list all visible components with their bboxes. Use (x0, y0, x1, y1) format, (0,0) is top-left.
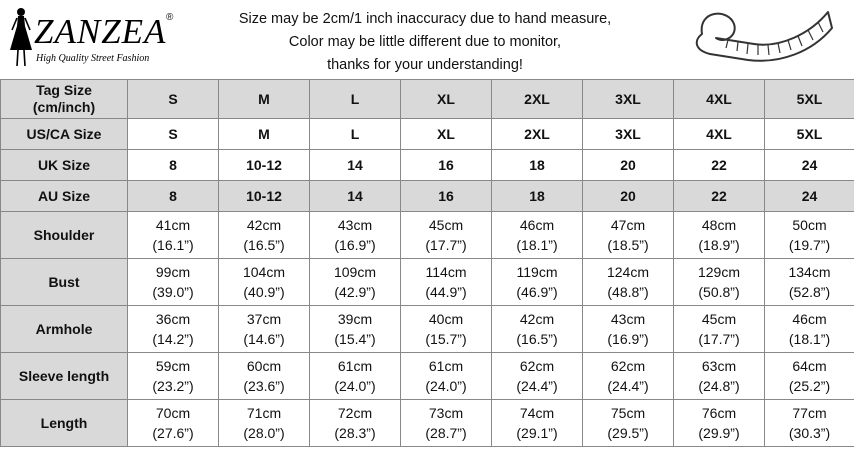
cm-value: 60cm (246, 358, 282, 374)
measurement-row (1, 306, 854, 353)
measurement-cell (583, 259, 674, 306)
row-label-line: Tag Size (36, 82, 92, 98)
inch-value: (24.0”) (425, 378, 467, 394)
cm-value: 43cm (610, 311, 646, 327)
brand-tagline: High Quality Street Fashion (36, 53, 150, 64)
inch-value: (28.7”) (425, 425, 467, 441)
row-label: Sleeve length (1, 353, 128, 400)
inch-value: (17.7”) (698, 331, 740, 347)
size-cell: 2XL (492, 80, 583, 119)
measurement-cell (765, 259, 854, 306)
inch-value: (29.5”) (607, 425, 649, 441)
inch-value: (46.9”) (516, 284, 558, 300)
measuring-tape-icon (688, 4, 836, 74)
size-row (1, 119, 854, 150)
inch-value: (48.8”) (607, 284, 649, 300)
measurement-cell (128, 353, 219, 400)
inch-value: (42.9”) (334, 284, 376, 300)
inch-value: (29.1”) (516, 425, 558, 441)
inch-value: (17.7”) (425, 237, 467, 253)
row-label: Shoulder (1, 212, 128, 259)
cm-value: 46cm (519, 217, 555, 233)
inch-value: (16.5”) (243, 237, 285, 253)
size-cell: XL (401, 119, 492, 150)
inch-value: (30.3”) (788, 425, 831, 441)
inch-value: (28.3”) (334, 425, 376, 441)
cm-value: 36cm (155, 311, 191, 327)
cm-value: 70cm (155, 405, 191, 421)
cm-value: 41cm (155, 217, 191, 233)
measurement-rows (1, 212, 854, 447)
measurement-cell (492, 353, 583, 400)
size-cell: 4XL (674, 119, 765, 150)
cm-value: 42cm (246, 217, 282, 233)
measurement-row (1, 353, 854, 400)
cm-value: 39cm (337, 311, 373, 327)
inch-value: (24.4”) (516, 378, 558, 394)
measurement-cell (128, 212, 219, 259)
measurement-cell (583, 353, 674, 400)
size-cell: 2XL (492, 119, 583, 150)
measurement-cell (583, 400, 674, 447)
cm-value: 43cm (337, 217, 373, 233)
measurement-cell (219, 306, 310, 353)
cm-value: 64cm (792, 358, 827, 374)
cm-value: 45cm (701, 311, 737, 327)
cm-value: 42cm (519, 311, 555, 327)
row-label: US/CA Size (1, 119, 128, 150)
measurement-cell (765, 353, 854, 400)
inch-value: (44.9”) (425, 284, 467, 300)
measurement-cell (310, 400, 401, 447)
row-label: Length (1, 400, 128, 447)
cm-value: 77cm (792, 405, 827, 421)
inch-value: (50.8”) (698, 284, 740, 300)
dress-figure-icon (6, 6, 36, 68)
inch-value: (14.2”) (152, 331, 194, 347)
measurement-cell (401, 212, 492, 259)
cm-value: 134cm (788, 264, 831, 280)
measurement-cell (219, 400, 310, 447)
size-cell: M (219, 80, 310, 119)
measurement-notice (200, 8, 650, 77)
inch-value: (16.9”) (607, 331, 649, 347)
size-chart-table (0, 79, 854, 447)
inch-value: (14.6”) (243, 331, 285, 347)
cm-value: 99cm (155, 264, 191, 280)
row-label: UK Size (1, 150, 128, 181)
measurement-cell (674, 400, 765, 447)
cm-value: 48cm (701, 217, 737, 233)
inch-value: (15.7”) (425, 331, 467, 347)
size-cell: 24 (765, 150, 854, 181)
measurement-cell (128, 259, 219, 306)
cm-value: 45cm (428, 217, 464, 233)
measurement-row (1, 259, 854, 306)
cm-value: 46cm (792, 311, 827, 327)
size-cell: 3XL (583, 119, 674, 150)
cm-value: 72cm (337, 405, 373, 421)
cm-value: 63cm (701, 358, 737, 374)
measurement-cell (765, 212, 854, 259)
size-cell: 22 (674, 150, 765, 181)
size-cell: 16 (401, 150, 492, 181)
inch-value: (18.5”) (607, 237, 649, 253)
size-cell: 10-12 (219, 150, 310, 181)
size-cell: M (219, 119, 310, 150)
size-cell: S (128, 80, 219, 119)
inch-value: (25.2”) (788, 378, 831, 394)
inch-value: (18.9”) (698, 237, 740, 253)
inch-value: (18.1”) (516, 237, 558, 253)
inch-value: (16.9”) (334, 237, 376, 253)
notice-line: thanks for your understanding! (327, 57, 523, 73)
measurement-cell (310, 306, 401, 353)
size-cell: 16 (401, 181, 492, 212)
registered-mark: ® (166, 12, 174, 23)
size-row (1, 150, 854, 181)
measurement-cell (401, 259, 492, 306)
size-row (1, 181, 854, 212)
row-label: Armhole (1, 306, 128, 353)
inch-value: (39.0”) (152, 284, 194, 300)
inch-value: (27.6”) (152, 425, 194, 441)
size-cell: 8 (128, 150, 219, 181)
cm-value: 109cm (333, 264, 377, 280)
size-rows (1, 80, 854, 212)
size-cell: 3XL (583, 80, 674, 119)
size-cell: L (310, 80, 401, 119)
brand-logo (6, 6, 178, 68)
size-cell: 24 (765, 181, 854, 212)
measurement-cell (583, 212, 674, 259)
cm-value: 61cm (428, 358, 464, 374)
cm-value: 50cm (792, 217, 827, 233)
size-cell: 14 (310, 150, 401, 181)
measurement-cell (492, 306, 583, 353)
cm-value: 71cm (246, 405, 282, 421)
inch-value: (29.9”) (698, 425, 740, 441)
cm-value: 61cm (337, 358, 373, 374)
row-label: Bust (1, 259, 128, 306)
measurement-cell (492, 400, 583, 447)
cm-value: 73cm (428, 405, 464, 421)
cm-value: 59cm (155, 358, 191, 374)
inch-value: (28.0”) (243, 425, 285, 441)
inch-value: (16.5”) (516, 331, 558, 347)
inch-value: (23.2”) (152, 378, 194, 394)
measurement-cell (765, 306, 854, 353)
brand-name: ZANZEA (34, 12, 167, 51)
measurement-row (1, 400, 854, 447)
size-cell: 18 (492, 181, 583, 212)
measurement-cell (583, 306, 674, 353)
size-cell: 5XL (765, 80, 854, 119)
size-cell: L (310, 119, 401, 150)
inch-value: (40.9”) (243, 284, 285, 300)
header (0, 0, 854, 79)
cm-value: 74cm (519, 405, 555, 421)
row-label-line: (cm/inch) (32, 99, 96, 115)
row-label: AU Size (1, 181, 128, 212)
inch-value: (24.8”) (698, 378, 740, 394)
notice-line: Color may be little different due to monitor, (288, 34, 562, 50)
inch-value: (15.4”) (334, 331, 376, 347)
size-cell: 8 (128, 181, 219, 212)
measurement-cell (674, 212, 765, 259)
inch-value: (24.0”) (334, 378, 376, 394)
cm-value: 62cm (519, 358, 555, 374)
row-label (1, 80, 128, 119)
size-cell: 10-12 (219, 181, 310, 212)
size-cell: XL (401, 80, 492, 119)
size-cell: 5XL (765, 119, 854, 150)
measurement-row (1, 212, 854, 259)
measurement-cell (674, 306, 765, 353)
size-cell: 18 (492, 150, 583, 181)
measurement-cell (310, 259, 401, 306)
measurement-cell (219, 259, 310, 306)
size-cell: S (128, 119, 219, 150)
inch-value: (19.7”) (788, 237, 831, 253)
cm-value: 129cm (697, 264, 741, 280)
measurement-cell (765, 400, 854, 447)
cm-value: 104cm (242, 264, 286, 280)
cm-value: 124cm (606, 264, 650, 280)
measurement-cell (401, 400, 492, 447)
measurement-cell (492, 212, 583, 259)
size-cell: 22 (674, 181, 765, 212)
inch-value: (18.1”) (788, 331, 831, 347)
cm-value: 47cm (610, 217, 646, 233)
measurement-cell (310, 212, 401, 259)
size-row (1, 80, 854, 119)
measurement-cell (674, 259, 765, 306)
size-cell: 14 (310, 181, 401, 212)
measurement-cell (492, 259, 583, 306)
size-cell: 20 (583, 150, 674, 181)
inch-value: (23.6”) (243, 378, 285, 394)
size-cell: 20 (583, 181, 674, 212)
cm-value: 62cm (610, 358, 646, 374)
cm-value: 40cm (428, 311, 464, 327)
cm-value: 114cm (425, 264, 467, 280)
notice-line: Size may be 2cm/1 inch inaccuracy due to hand measure, (238, 11, 612, 27)
measurement-cell (401, 306, 492, 353)
measurement-cell (219, 353, 310, 400)
inch-value: (16.1”) (152, 237, 194, 253)
cm-value: 76cm (701, 405, 737, 421)
measurement-cell (310, 353, 401, 400)
cm-value: 75cm (610, 405, 646, 421)
cm-value: 37cm (246, 311, 282, 327)
inch-value: (52.8”) (788, 284, 831, 300)
cm-value: 119cm (516, 264, 558, 280)
measurement-cell (401, 353, 492, 400)
measurement-cell (128, 306, 219, 353)
measurement-cell (674, 353, 765, 400)
inch-value: (24.4”) (607, 378, 649, 394)
size-cell: 4XL (674, 80, 765, 119)
measurement-cell (128, 400, 219, 447)
measurement-cell (219, 212, 310, 259)
